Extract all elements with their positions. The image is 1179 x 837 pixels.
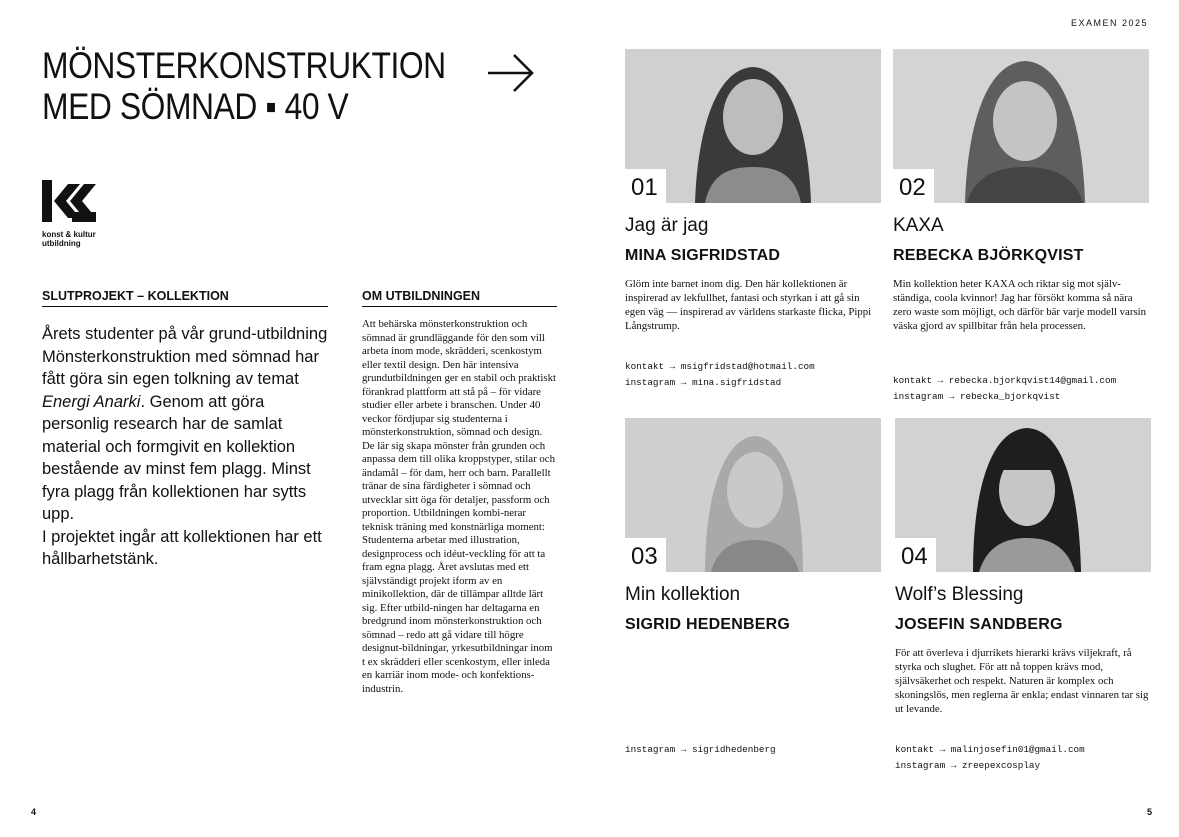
contact-instagram: instagram → sigridhedenberg	[625, 744, 776, 755]
om-utbildningen-heading: OM UTBILDNINGEN	[362, 289, 557, 307]
contact-email: kontakt → rebecka.bjorkqvist14@gmail.com	[893, 375, 1117, 386]
contact-info	[895, 742, 1085, 773]
collection-description: För att överleva i djurrikets hierarki krävs viljekraft, rå styrka och slughet. För att nå toppen krävs mod, självsäkerhet och respekt. Naturen är komplex och skoningslös, men reglerna är enkla; endast vinnaren tar sig ut levande.	[895, 647, 1149, 715]
collection-title: Jag är jag	[625, 215, 709, 236]
student-name: SIGRID HEDENBERG	[625, 616, 790, 633]
contact-instagram: instagram → mina.sigfridstad	[625, 376, 782, 388]
page-number-left: 4	[31, 807, 37, 817]
student-number: 03	[625, 538, 666, 572]
contact-instagram: instagram → zreepexcosplay	[895, 759, 1041, 771]
student-name: REBECKA BJÖRKQVIST	[893, 247, 1084, 264]
student-photo	[625, 49, 881, 203]
kk-logo-icon	[42, 180, 96, 222]
student-number: 04	[895, 538, 936, 572]
contact-email: kontakt → msigfridstad@hotmail.com	[625, 361, 815, 372]
slutprojekt-heading: SLUTPROJEKT – KOLLEKTION	[42, 289, 328, 307]
student-photo	[893, 49, 1149, 203]
logo: konst & kultur utbildning	[42, 180, 102, 248]
student-photo	[895, 418, 1151, 572]
student-card-2	[893, 49, 1149, 402]
contact-info	[625, 359, 815, 390]
collection-title: KAXA	[893, 215, 944, 236]
page-number-right: 5	[1146, 807, 1152, 817]
student-card-3	[625, 418, 881, 755]
student-card-1	[625, 49, 881, 388]
student-number: 02	[893, 169, 934, 203]
contact-info	[893, 373, 1116, 404]
student-photo	[625, 418, 881, 572]
collection-description: Min kollektion heter KAXA och riktar sig mot själv-ständiga, coola kvinnor! Jag har försökt komma så nära zero waste som möjligt, och därför bär varje modell varsin väska gjord av spillbitar från hela processen.	[893, 278, 1147, 332]
collection-title: Min kollektion	[625, 584, 741, 605]
collection-title: Wolf’s Blessing	[895, 584, 1024, 605]
student-card-4	[895, 418, 1151, 771]
contact-info	[625, 742, 776, 758]
examen-label: EXAMEN 2025	[1070, 18, 1148, 28]
collection-description: Glöm inte barnet inom dig. Den här kollektionen är inspirerad av lekfullhet, fantasi och styrkan i att gå sin egen väg — inspirerad av världens starkaste flicka, Pippi Långstrump.	[625, 278, 872, 332]
student-name: JOSEFIN SANDBERG	[895, 616, 1063, 633]
student-number: 01	[625, 169, 666, 203]
page-title: MÖNSTERKONSTRUKTION MED SÖMNAD ▪ 40 V	[42, 45, 446, 127]
contact-instagram: instagram → rebecka_bjorkqvist	[893, 390, 1061, 402]
contact-email: kontakt → malinjosefin01@gmail.com	[895, 744, 1085, 755]
student-name: MINA SIGFRIDSTAD	[625, 247, 781, 264]
lead-text: Årets studenter på vår grund-utbildning Mönsterkonstruktion med sömnad har fått göra sin egen tolkning av temat Energi Anarki. Genom att göra personlig research har de samlat material och formgivit en kollektion bestående av minst fem plagg. Minst fyra plagg från kollektionen har sytts upp. I projektet ingår att kollektionen har ett hållbarhetstänk.	[42, 325, 328, 568]
about-text: Att behärska mönsterkonstruktion och sömnad är grundläggande för den som vill arbeta inom mode, skrädderi, scenkostym eller textil design. Den här intensiva grundutbildningen ger en stabil och praktiskt förankrad plattform att stå på – för vidare studier eller arbete i branschen. Under 40 veckor fördjupar sig studenterna i mönsterkonstruktion, sömnad och design. De lär sig skapa mönster från grunden och anpassa dem till olika kroppstyper, stilar och ändamål – för dam, herr och barn. Parallellt tränar de sina färdigheter i sömnad och utvecklar sitt öga för detaljer, passform och proportion. Utbildningen kombi-nerar teknisk träning med konstnärliga moment: Studenterna arbetar med illustration, designprocess och idéut-veckling för att ta fram egna plagg. Året avslutas med ett självständigt projekt iform av en minikollektion, där de tillämpar alltde lärt sig. Efter utbild-ningen har deltagarna en bredgrund inom mönsterkonstruktion och sömnad – redo att gå vidare till högre designut-bildningar, yrkesutbildningar inom t ex skrädderi eller scenkostym, eller inleda en karriär inom mode- och konfektions-industrin.	[362, 318, 557, 695]
arrow-right-icon	[486, 52, 538, 94]
